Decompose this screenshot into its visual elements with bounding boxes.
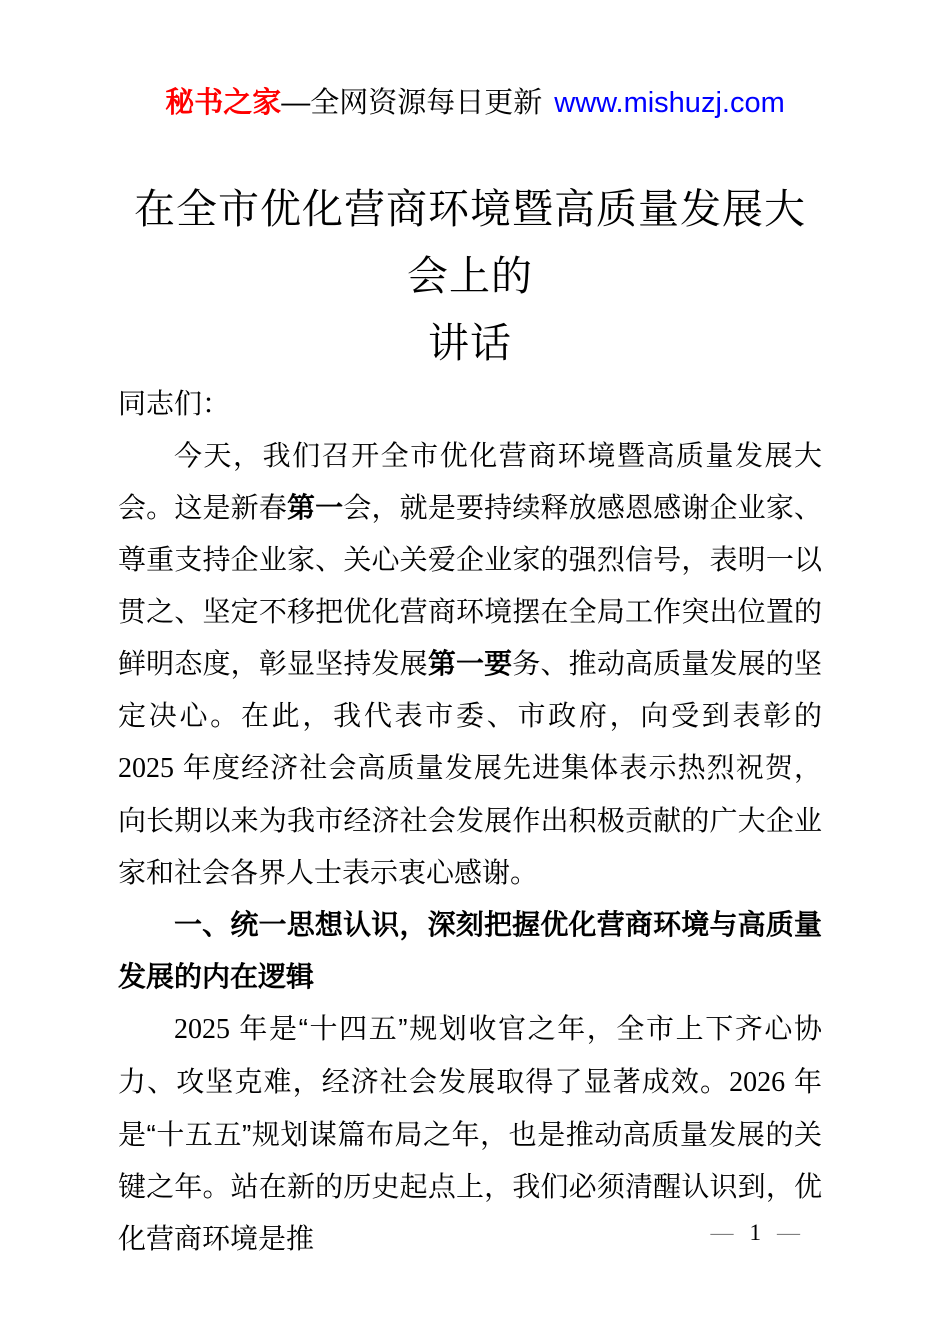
text-run: 2025 [118,753,174,784]
text-run: 2025 [174,1014,230,1045]
text-run: 2026 [729,1067,786,1098]
text-run: 会，就是要持续释放感恩感谢企业家、尊重支持企业家、关心关爱企业家的强烈信号，表明一以贯之、坚定不移把优化营商环境摆在全局工作突出位置的鲜明态度，彰显坚持发展 [118,492,822,679]
text-run: 年是“十四五”规划收官之年，全市上下齐心协力、攻坚克难，经济社会发展取得了显著成效。 [118,1013,822,1097]
document-body [118,378,822,1265]
site-header [0,86,950,120]
bold-emphasis: 一、统一思想认识，深刻把握优化营商环境与高质量发展的内在逻辑 [118,909,822,992]
text-run: 年是“十五五”规划谋篇布局之年，也是推动高质量发展的关键之年。站在新的历史起点上，我们必须清醒认识到，优化营商环境是推 [118,1066,822,1254]
document-title-line1: 在全市优化营商环境暨高质量发展大会上的 [134,186,806,299]
document-title-line2: 讲话 [428,320,512,366]
page-number-dash-right: — [777,1220,800,1245]
page-number-value: 1 [749,1220,761,1245]
paragraph [118,430,822,899]
text-run: 务、推动高质量发展的坚定决心。在此，我代表市委、市政府，向受到表彰的 [118,648,822,731]
salutation: 同志们： [118,388,231,419]
page-number-dash-left: — [710,1220,734,1245]
bold-emphasis: 第一要 [427,648,513,679]
bold-emphasis: 第一 [287,492,344,523]
page-number [711,1220,801,1246]
site-name: 秘书之家 [165,87,282,119]
site-url-link[interactable]: www.mishuzj.com [554,87,785,119]
text-run: 今天，我们召开全市优化营商环境暨高质量发展大会。这是新春 [118,440,822,523]
site-tagline: —全网资源每日更新 [281,87,543,119]
text-run: 年度经济社会高质量发展先进集体表示热烈祝贺，向长期以来为我市经济社会发展作出积极贡献的广大企业家和社会各界人士表示衷心感谢。 [118,752,822,888]
section-heading [118,899,822,1003]
document-title [118,176,822,377]
